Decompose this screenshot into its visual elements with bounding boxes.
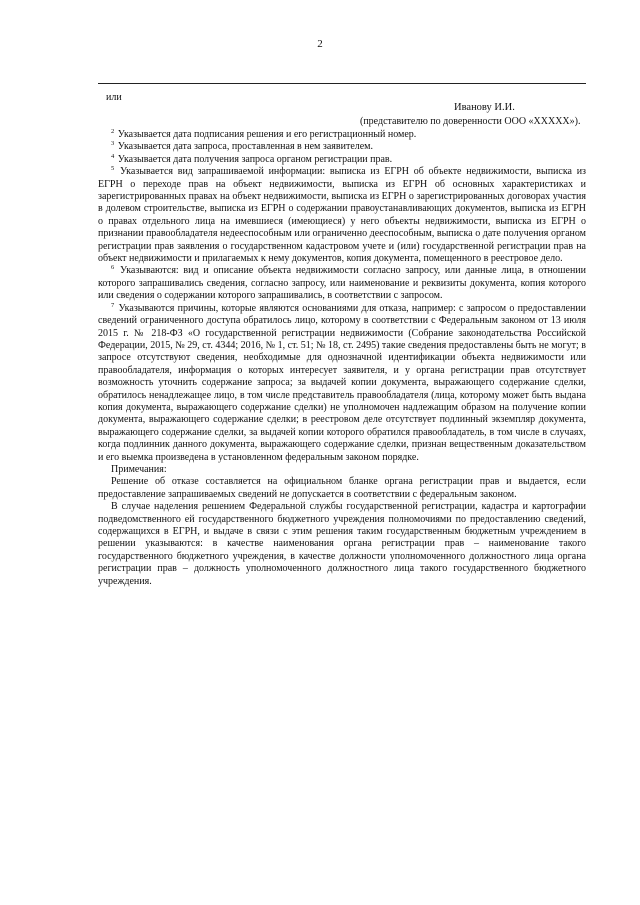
note-paragraph: Решение об отказе составляется на официальном бланке органа регистрации прав и выдается, если предоставление запрашиваемых сведений не допускается в соответствии с федеральным законом. (98, 476, 586, 500)
footnote-number: 2 (111, 128, 115, 135)
or-label: или (106, 92, 122, 103)
recipient-name: Иванову И.И. (454, 102, 515, 113)
footnote-text: Указываются: вид и описание объекта недвижимости согласно запросу, или данные лица, в отношении которого запрашивались сведения, согласно запросу, или наименование и реквизиты документа, копия которого или сведения о содержании которого запрашивались, в соответствии с запросом. (98, 265, 587, 302)
note-paragraph: В случае наделения решением Федеральной службы государственной регистрации, кадастра и картографии подведомственного ей государственного бюджетного учреждения полномочиями по предоставлению сведений, содержащихся в ЕГРН, и выдаче в связи с этим решения таким государственным бюджетным учреждением в решении указываются: в качестве наименования органа регистрации прав – наименование такого государственного бюджетного учреждения, в качестве должности уполномоченного должностного лица органа регистрации прав – должность уполномоченного должностного лица такого государственного бюджетного учреждения. (98, 501, 586, 587)
page-number: 2 (317, 38, 323, 50)
footnote-number: 3 (111, 140, 115, 148)
notes-heading: Примечания: (111, 463, 167, 475)
footnote-number: 5 (111, 165, 115, 173)
footnote-text: Указывается вид запрашиваемой информации: выписка из ЕГРН об объекте недвижимости, выписка из ЕГРН о переходе прав на объект недвижимости, выписка из ЕГРН об основных характеристиках и зарегистрированных правах на объект недвижимости, выписка из ЕГРН о зарегистрированных договорах участия в долевом строительстве, выписка из ЕГРН о содержании правоустанавливающих документов, выписка из ЕГРН о правах отдельного лица на имевшиеся (имеющиеся) у него объекты недвижимости, выписка из ЕГРН о признании правообладателя недееспособным или ограниченно дееспособным, выписка о дате получения органом регистрации прав заявления о государственном кадастровом учете и (или) государственной регистрации прав на объект недвижимости и прилагаемых к нему документов, копия документа, помещенного в реестровое дело. (98, 166, 587, 265)
footnote-text: Указывается дата запроса, проставленная в нем заявителем. (117, 141, 374, 153)
footnote (98, 154, 586, 166)
footnote (98, 303, 586, 464)
footnote-number: 4 (111, 152, 115, 160)
footnote (98, 166, 586, 265)
separator-line (98, 83, 586, 84)
footnote (98, 141, 586, 153)
footnote-text: Указываются причины, которые являются основаниями для отказа, например: с запросом о предоставлении сведений ограниченного доступа обратилось лицо, которому в соответствии с Федеральным законом от 13 июля 2015 г. № 218-ФЗ «О государственной регистрации недвижимости (Собрание законодательства Российской Федерации, 2015, № 29, ст. 4344; 2016, № 1, ст. 51; № 18, ст. 2495) такие сведения предоставлены быть не могут; в запросе отсутствуют сведения, необходимые для однозначной идентификации объекта недвижимости или правообладателя, информация о которых интересует заявителя, и у органа регистрации прав отсутствует возможность уточнить содержание запроса; за выдачей копии документа, выражающего содержание сделки, обратилось ненадлежащее лицо, в том числе представитель правообладателя (лица, которому может быть выдана копия документа, выражающего содержание сделки) не уполномочен надлежащим образом на получение копии документа, выражающего содержание сделки; в реестровом деле отсутствует подлинный экземпляр документа, выражающего содержание сделки, за выдачей копии которого обратился правообладатель, в том числе в случаях, когда подлинник данного документа, выражающего содержание сделки, признан вещественным доказательством и его выемка произведена в установленном федеральным законом порядке. (98, 302, 587, 463)
footnotes-block (98, 129, 586, 588)
footnote (98, 265, 586, 302)
footnote-number: 6 (111, 264, 115, 272)
footnote-number: 7 (111, 301, 115, 309)
footnote-text: Указывается дата получения запроса органом регистрации прав. (117, 153, 393, 165)
footnote (98, 129, 586, 141)
representative-line: (представителю по доверенности ООО «XXXXX»). (360, 116, 581, 127)
footnote-text: Указывается дата подписания решения и его регистрационный номер. (117, 129, 417, 140)
